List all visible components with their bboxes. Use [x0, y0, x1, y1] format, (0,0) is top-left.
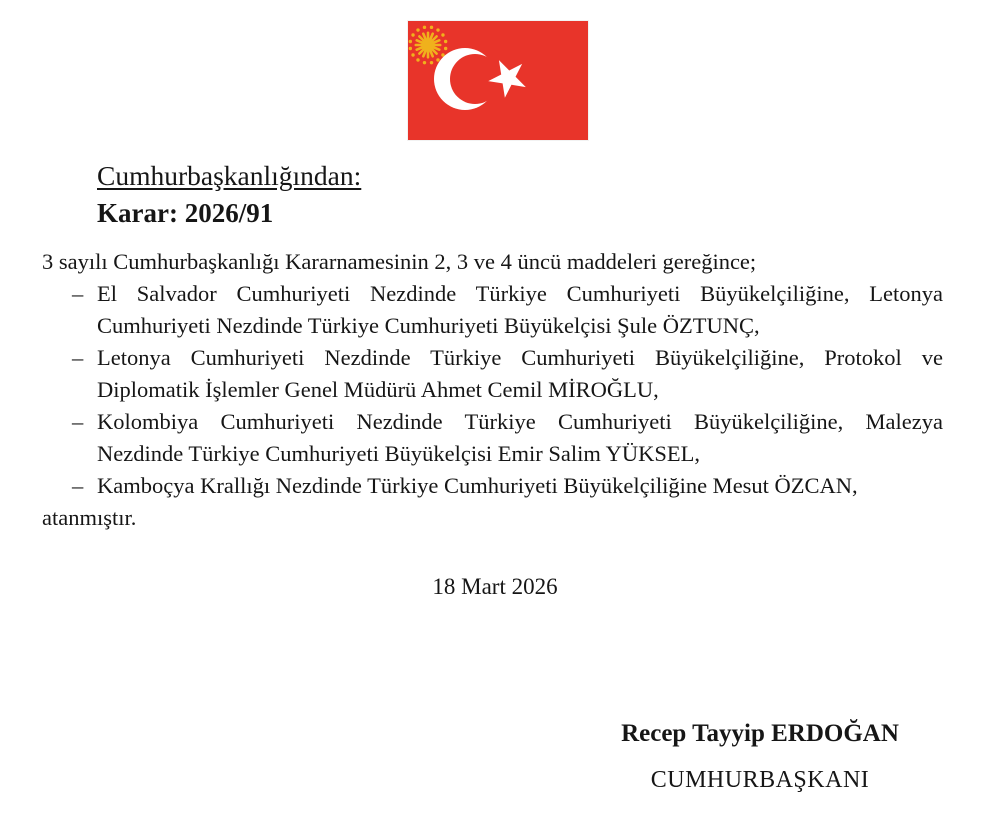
sun-emblem-icon	[415, 32, 442, 59]
signature-name: Recep Tayyip ERDOĞAN	[621, 720, 899, 747]
dash-marker: –	[72, 409, 84, 434]
list-item-line: Diplomatik İşlemler Genel Müdürü Ahmet Cemil MİROĞLU,	[97, 377, 659, 402]
list-item-text: Letonya Cumhuriyeti Nezdinde Türkiye Cumhuriyeti Büyükelçiliğine, Protokol ve	[97, 345, 943, 370]
list-item-line: Cumhuriyeti Nezdinde Türkiye Cumhuriyeti Büyükelçisi Şule ÖZTUNÇ,	[97, 313, 760, 338]
list-item	[42, 406, 943, 470]
turkish-presidential-flag	[408, 21, 588, 140]
list-item-text: Kamboçya Krallığı Nezdinde Türkiye Cumhuriyeti Büyükelçiliğine Mesut ÖZCAN,	[97, 473, 858, 498]
decree-date: 18 Mart 2026	[432, 574, 558, 599]
dash-marker: –	[72, 345, 84, 370]
dash-marker: –	[72, 281, 84, 306]
signature-block	[560, 719, 960, 795]
list-item-text: El Salvador Cumhuriyeti Nezdinde Türkiye Cumhuriyeti Büyükelçiliğine, Letonya	[97, 281, 943, 306]
list-item-line	[42, 406, 943, 438]
list-item-text: Kolombiya Cumhuriyeti Nezdinde Türkiye Cumhuriyeti Büyükelçiliğine, Malezya	[97, 409, 943, 434]
list-item	[42, 278, 943, 342]
document-heading: Cumhurbaşkanlığından:	[97, 160, 362, 191]
intro-line: 3 sayılı Cumhurbaşkanlığı Kararnamesinin 2, 3 ve 4 üncü maddeleri gereğince;	[42, 249, 757, 274]
closing-line: atanmıştır.	[42, 505, 137, 530]
dash-marker: –	[72, 473, 84, 498]
list-item	[42, 342, 943, 406]
list-item-line	[42, 470, 943, 502]
list-item-line	[42, 278, 943, 310]
list-item	[42, 470, 943, 502]
flag-graphic	[408, 21, 588, 140]
signature-title: CUMHURBAŞKANI	[650, 767, 870, 793]
decision-number: Karar: 2026/91	[97, 198, 274, 228]
list-item-line	[42, 342, 943, 374]
decree-body	[42, 246, 943, 534]
list-item-line: Nezdinde Türkiye Cumhuriyeti Büyükelçisi Emir Salim YÜKSEL,	[97, 441, 701, 466]
